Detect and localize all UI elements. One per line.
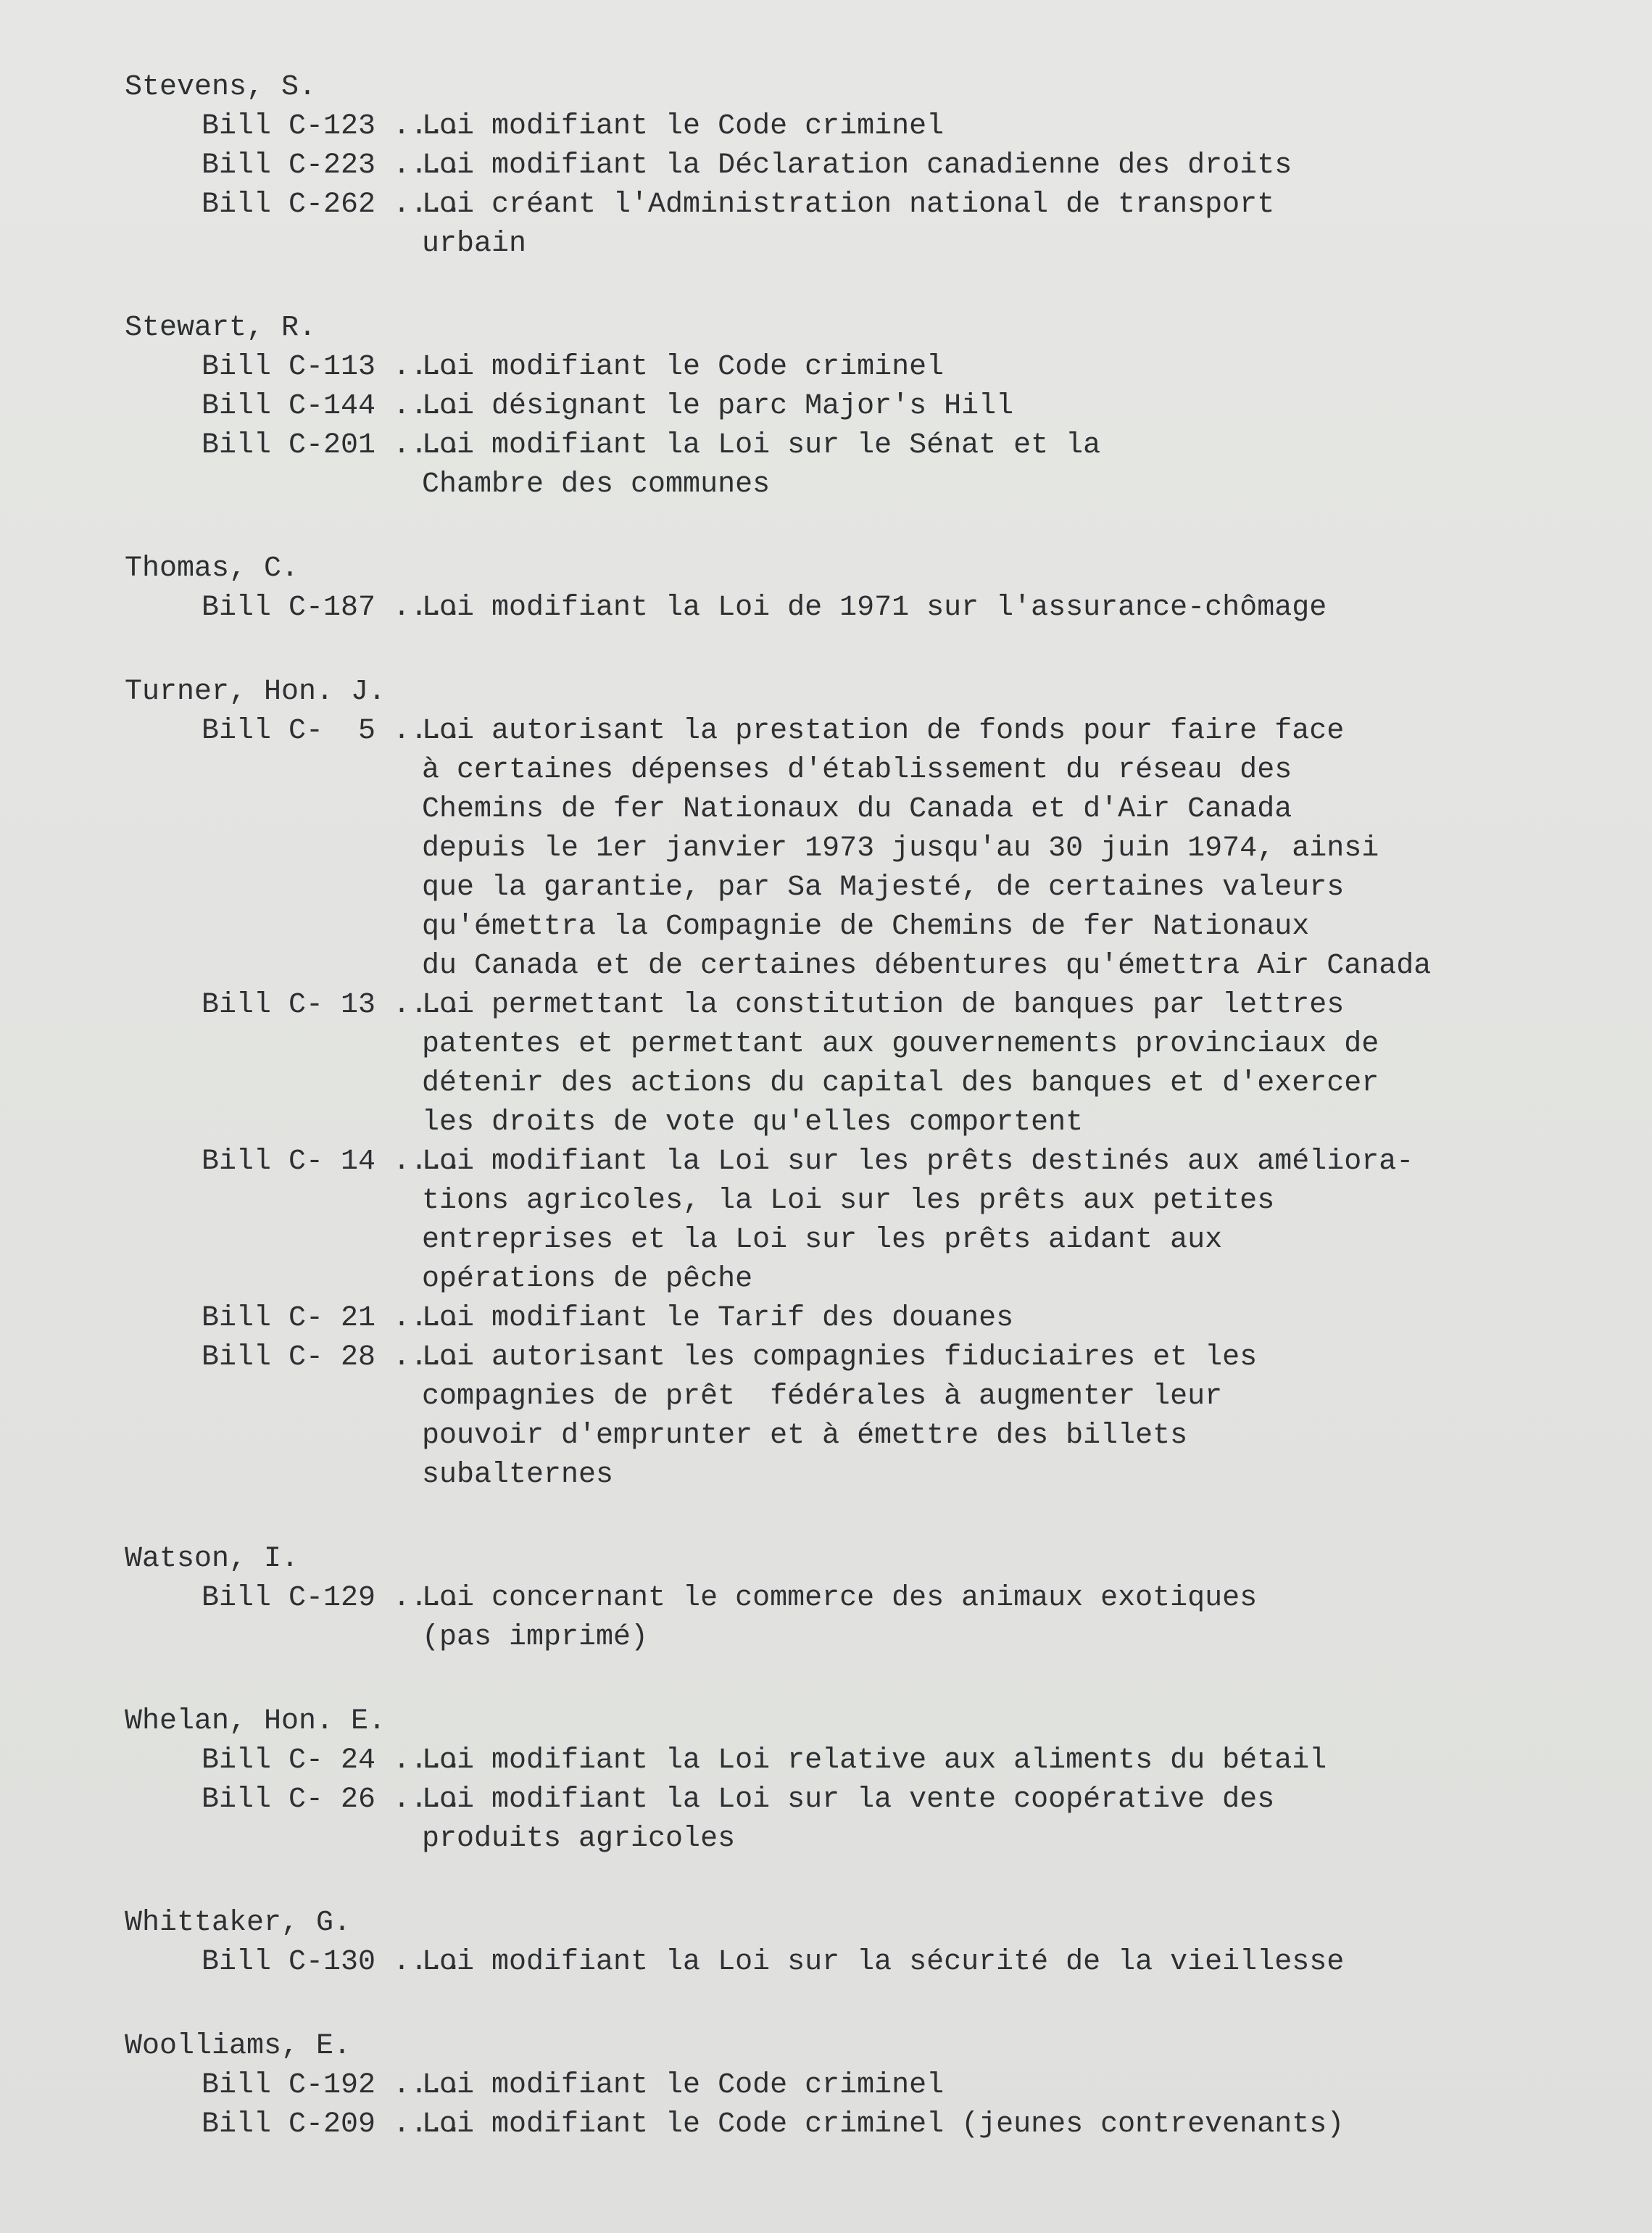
sponsor-block-whelan-hon-e: [125, 1702, 1652, 1859]
bill-title-line: Loi modifiant la Loi sur la sécurité de la vieillesse: [422, 1946, 1345, 1979]
bill-number: Bill C-123 ....: [202, 110, 463, 143]
sponsor-name: Watson, I.: [125, 1543, 299, 1575]
bill-entry: [125, 426, 1652, 505]
bill-title: [422, 186, 1553, 264]
sponsor-block-whittaker-g: [125, 1904, 1652, 1982]
bill-title: [422, 986, 1553, 1143]
bill-number: Bill C- 13 ....: [202, 989, 463, 1022]
bill-title-line: patentes et permettant aux gouvernements provinciaux de: [422, 1028, 1379, 1061]
bill-number: Bill C-201 ....: [202, 429, 463, 462]
bill-entry: [125, 1143, 1652, 1299]
bill-number: Bill C-113 ....: [202, 351, 463, 384]
bill-entry: [125, 2105, 1652, 2145]
bill-title: [422, 2105, 1553, 2145]
bill-title: [422, 1741, 1553, 1781]
bill-title: [422, 2066, 1553, 2105]
bill-title-line: produits agricoles: [422, 1823, 736, 1855]
bill-number: Bill C- 5 ....: [202, 715, 463, 747]
bill-number: Bill C-144 ....: [202, 390, 463, 423]
bill-title: [422, 1943, 1553, 1982]
sponsor-name: Woolliams, E.: [125, 2030, 352, 2063]
bill-title-line: Loi modifiant le Code criminel: [422, 110, 945, 143]
bill-number: Bill C-130 ....: [202, 1946, 463, 1979]
bill-entry: [125, 1338, 1652, 1495]
bill-title-line: Loi modifiant la Déclaration canadienne des droits: [422, 149, 1292, 182]
sponsor-name: Stevens, S.: [125, 71, 317, 104]
bill-title-line: Loi modifiant le Code criminel (jeunes contrevenants): [422, 2108, 1345, 2141]
bill-title: [422, 1781, 1553, 1859]
bill-title-line: compagnies de prêt fédérales à augmenter leur: [422, 1380, 1223, 1413]
sponsor-block-thomas-c: [125, 550, 1652, 628]
bill-number: Bill C- 21 ....: [202, 1302, 463, 1335]
bill-entry: [125, 2066, 1652, 2105]
bill-title-line: entreprises et la Loi sur les prêts aidant aux: [422, 1224, 1223, 1256]
bill-number: Bill C-129 ....: [202, 1582, 463, 1615]
bill-title-line: depuis le 1er janvier 1973 jusqu'au 30 juin 1974, ainsi: [422, 832, 1379, 865]
bill-title: [422, 589, 1553, 628]
bill-entry: [125, 1781, 1652, 1859]
bill-title: [422, 1143, 1553, 1299]
bill-title-line: Loi autorisant la prestation de fonds pour faire face: [422, 715, 1345, 747]
bill-number: Bill C-187 ....: [202, 592, 463, 624]
bill-entry: [125, 1299, 1652, 1338]
sponsor-name: Whelan, Hon. E.: [125, 1705, 386, 1738]
bill-entry: [125, 348, 1652, 387]
bill-title-line: Loi désignant le parc Major's Hill: [422, 390, 1014, 423]
bill-number: Bill C-209 ....: [202, 2108, 463, 2141]
bill-title-line: Loi permettant la constitution de banques par lettres: [422, 989, 1345, 1022]
sponsor-block-turner-hon-j: [125, 673, 1652, 1495]
bill-title-line: Chemins de fer Nationaux du Canada et d'Air Canada: [422, 793, 1292, 826]
bill-title: [422, 1299, 1553, 1338]
bill-title-line: qu'émettra la Compagnie de Chemins de fer Nationaux: [422, 911, 1310, 943]
bill-title-line: Chambre des communes: [422, 468, 771, 501]
bill-number: Bill C- 14 ....: [202, 1146, 463, 1178]
bill-entry: [125, 146, 1652, 186]
sponsor-block-watson-i: [125, 1540, 1652, 1657]
bill-title-line: Loi modifiant la Loi relative aux aliments du bétail: [422, 1744, 1327, 1777]
sponsor-name: Turner, Hon. J.: [125, 676, 386, 708]
bill-title-line: Loi modifiant la Loi sur la vente coopérative des: [422, 1784, 1275, 1816]
bill-number: Bill C- 26 ....: [202, 1784, 463, 1816]
bill-title-line: Loi créant l'Administration national de transport: [422, 188, 1275, 221]
bill-title-line: Loi modifiant le Code criminel: [422, 351, 945, 384]
bill-title: [422, 1338, 1553, 1495]
bill-title-line: (pas imprimé): [422, 1621, 649, 1654]
bill-title-line: Loi modifiant le Code criminel: [422, 2069, 945, 2102]
bill-title: [422, 426, 1553, 505]
bill-title: [422, 107, 1553, 146]
bill-title-line: opérations de pêche: [422, 1263, 753, 1296]
bill-number: Bill C-262 ....: [202, 188, 463, 221]
sponsor-name: Thomas, C.: [125, 552, 299, 585]
bill-number: Bill C-192 ....: [202, 2069, 463, 2102]
bill-title-line: Loi modifiant le Tarif des douanes: [422, 1302, 1014, 1335]
bill-title: [422, 146, 1553, 186]
bill-title-line: Loi modifiant la Loi sur le Sénat et la: [422, 429, 1101, 462]
bill-title-line: tions agricoles, la Loi sur les prêts aux petites: [422, 1185, 1275, 1217]
bill-entry: [125, 1741, 1652, 1781]
bill-title: [422, 387, 1553, 426]
bill-title-line: que la garantie, par Sa Majesté, de certaines valeurs: [422, 871, 1345, 904]
bill-title-line: Loi concernant le commerce des animaux exotiques: [422, 1582, 1258, 1615]
bill-number: Bill C-223 ....: [202, 149, 463, 182]
bill-title-line: détenir des actions du capital des banques et d'exercer: [422, 1067, 1379, 1100]
bill-title-line: Loi modifiant la Loi sur les prêts destinés aux améliora-: [422, 1146, 1414, 1178]
bill-entry: [125, 186, 1652, 264]
bill-entry: [125, 986, 1652, 1143]
bill-entry: [125, 1579, 1652, 1657]
bill-title: [422, 1579, 1553, 1657]
bill-title: [422, 712, 1553, 986]
sponsor-block-woolliams-e: [125, 2027, 1652, 2145]
bill-title-line: les droits de vote qu'elles comportent: [422, 1106, 1084, 1139]
bill-number: Bill C- 24 ....: [202, 1744, 463, 1777]
sponsor-block-stevens-s: [125, 68, 1652, 264]
sponsor-block-stewart-r: [125, 309, 1652, 505]
bill-entry: [125, 387, 1652, 426]
bill-title-line: du Canada et de certaines débentures qu'émettra Air Canada: [422, 950, 1432, 982]
bill-title-line: Loi modifiant la Loi de 1971 sur l'assurance-chômage: [422, 592, 1327, 624]
bill-title-line: subalternes: [422, 1459, 614, 1491]
sponsor-name: Stewart, R.: [125, 312, 317, 344]
bill-title-line: à certaines dépenses d'établissement du réseau des: [422, 754, 1292, 787]
bill-entry: [125, 589, 1652, 628]
bill-title-line: urbain: [422, 228, 527, 260]
bill-title: [422, 348, 1553, 387]
bill-number: Bill C- 28 ....: [202, 1341, 463, 1374]
bill-title-line: Loi autorisant les compagnies fiduciaires et les: [422, 1341, 1258, 1374]
bill-entry: [125, 1943, 1652, 1982]
sponsor-name: Whittaker, G.: [125, 1907, 352, 1939]
bill-entry: [125, 712, 1652, 986]
bill-entry: [125, 107, 1652, 146]
bill-title-line: pouvoir d'emprunter et à émettre des billets: [422, 1420, 1188, 1452]
